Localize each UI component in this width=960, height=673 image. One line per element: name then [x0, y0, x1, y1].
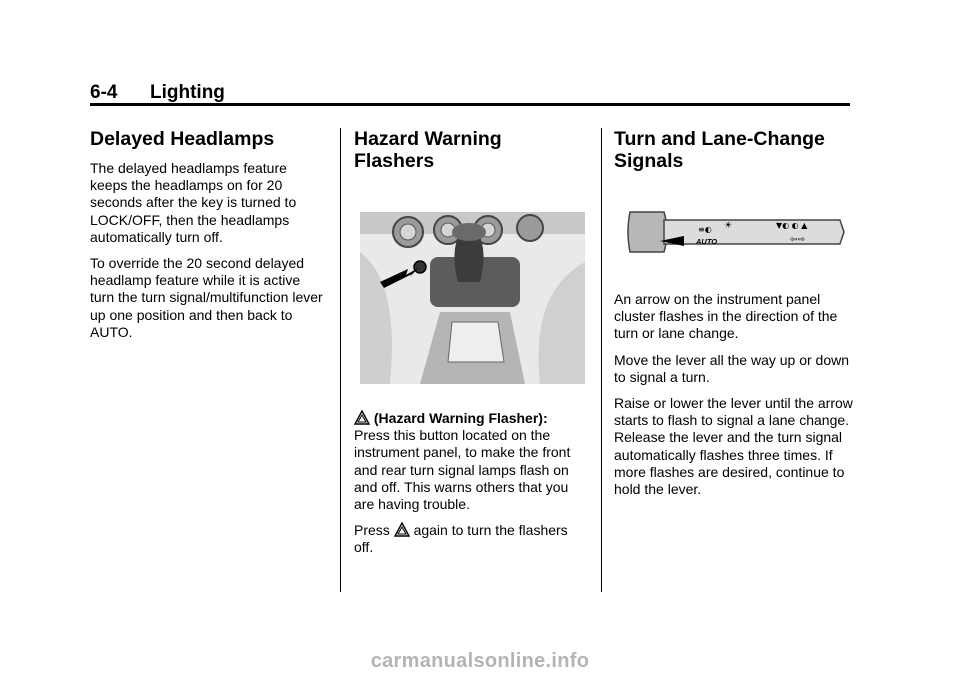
paragraph: Raise or lower the lever until the arrow starts to flash to signal a lane change. Release the lever and the turn signal automatically flashes three times. If more flashes are desired, continue to hold the lever.	[614, 395, 853, 498]
paragraph: To override the 20 second delayed headlamp feature while it is active turn the turn signal/multifunction lever up one position and then back to AUTO.	[90, 255, 323, 340]
turn-signal-lever-illustration	[626, 200, 851, 262]
section-heading: Hazard Warning Flashers	[354, 128, 502, 172]
section-number: 6-4	[90, 82, 118, 103]
console-photo	[360, 212, 585, 384]
hazard-triangle-icon	[394, 522, 410, 537]
page-header	[90, 82, 225, 104]
paragraph: An arrow on the instrument panel cluster flashes in the direction of the turn or lane change.	[614, 291, 838, 342]
delayed-headlamps-section	[90, 128, 328, 350]
section-heading: Delayed Headlamps	[90, 128, 275, 150]
turn-signals-section	[614, 128, 854, 507]
paragraph: The delayed headlamps feature keeps the headlamps on for 20 seconds after the key is turned to LOCK/OFF, then the headlamps automatically turn off.	[90, 160, 297, 245]
hazard-triangle-icon	[354, 410, 370, 425]
text: Press this button located on the instrument panel, to make the front and rear turn signal lamps flash on and off. This warns others that you are having trouble.	[354, 427, 571, 513]
svg-text:☀: ☀	[724, 221, 733, 231]
svg-text:▼◐ ◐ ▲: ▼◐ ◐ ▲	[776, 221, 808, 230]
paragraph	[354, 522, 586, 556]
svg-text:AUTO: AUTO	[696, 237, 718, 246]
hazard-label: (Hazard Warning Flasher):	[373, 410, 548, 426]
section-heading: Turn and Lane-Change Signals	[614, 128, 825, 172]
svg-text:≡◐: ≡◐	[698, 225, 712, 234]
hazard-flashers-section	[354, 128, 586, 566]
paragraph: Move the lever all the way up or down to signal a turn.	[614, 351, 850, 385]
chapter-title: Lighting	[150, 82, 225, 103]
column-divider	[601, 128, 602, 592]
svg-text:⇦⇨: ⇦⇨	[790, 235, 806, 245]
header-rule	[90, 103, 850, 106]
watermark: carmanualsonline.info	[370, 650, 590, 672]
paragraph	[354, 410, 586, 513]
text: Press	[354, 522, 390, 539]
text: again to turn the flashers off.	[354, 522, 568, 556]
column-divider	[340, 128, 341, 592]
